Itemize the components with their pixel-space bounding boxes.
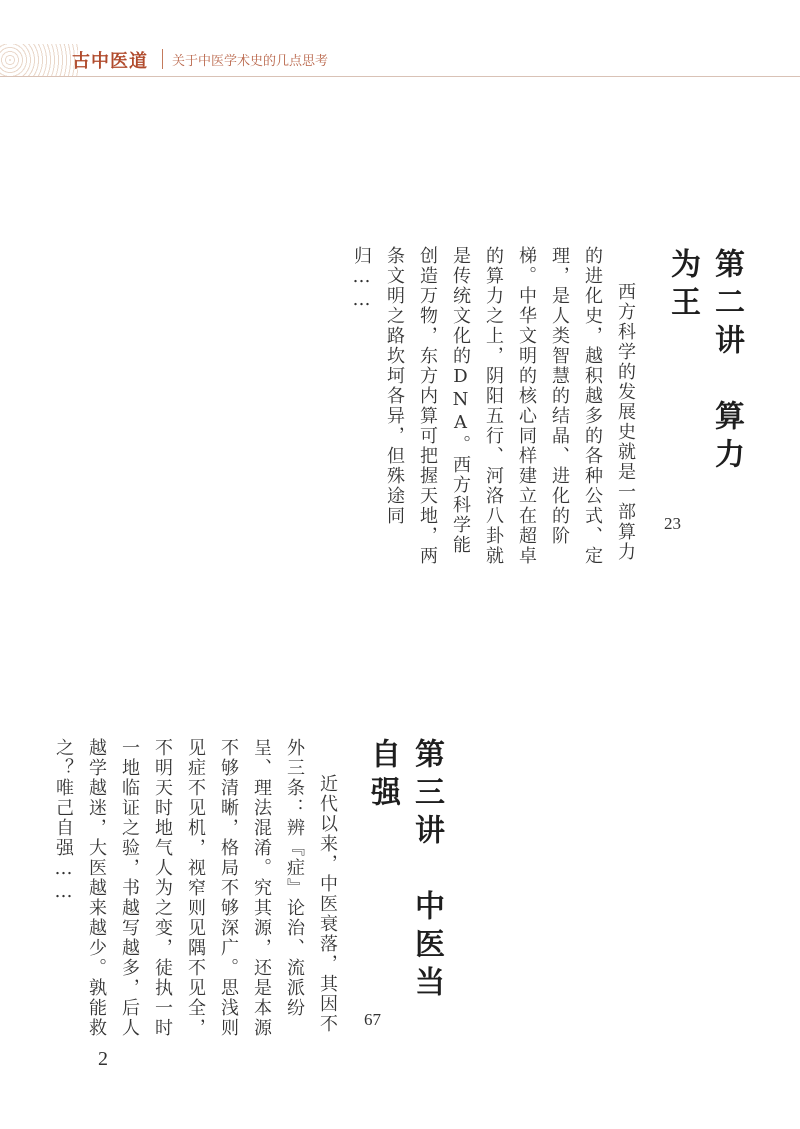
section2-title: 第二讲 算力为王 [665, 248, 744, 476]
running-header [0, 42, 800, 78]
book-brand-title: 古中医道 [72, 51, 148, 72]
header-rule [0, 76, 800, 77]
section2-summary: 西方科学的发展史就是一部算力的进化史，越积越多的各种公式、定理，是人类智慧的结晶、进化的阶梯。中华文明的核心同样建立在超卓的算力之上，阴阳五行、河洛八卦就是传统文化的DNA。西方科学能创造万物，东方内算可把握天地，两条文明之路坎坷各异，但殊途同归…… [351, 246, 636, 566]
header-divider [162, 49, 163, 69]
book-subtitle: 关于中医学术史的几点思考 [172, 54, 329, 69]
section3-title: 第三讲 中医当自强 [365, 738, 444, 1004]
page-folio-number: 2 [98, 1048, 108, 1070]
cloud-pattern-ornament [0, 44, 78, 76]
section3-page-number: 67 [364, 1010, 381, 1029]
section3-summary: 近代以来，中医衰落，其因不外三条：辨『症』论治、流派纷呈、理法混淆。究其源，还是本源不够清晰，格局不够深广。思浅则见症不见机，视窄则见隅不见全，不明天时地气人为之变，徒执一时一地临证之验，书越写越多，后人越学越迷，大医越来越少。孰能救之？唯己自强…… [53, 738, 338, 1038]
section2-page-number: 23 [664, 514, 681, 533]
